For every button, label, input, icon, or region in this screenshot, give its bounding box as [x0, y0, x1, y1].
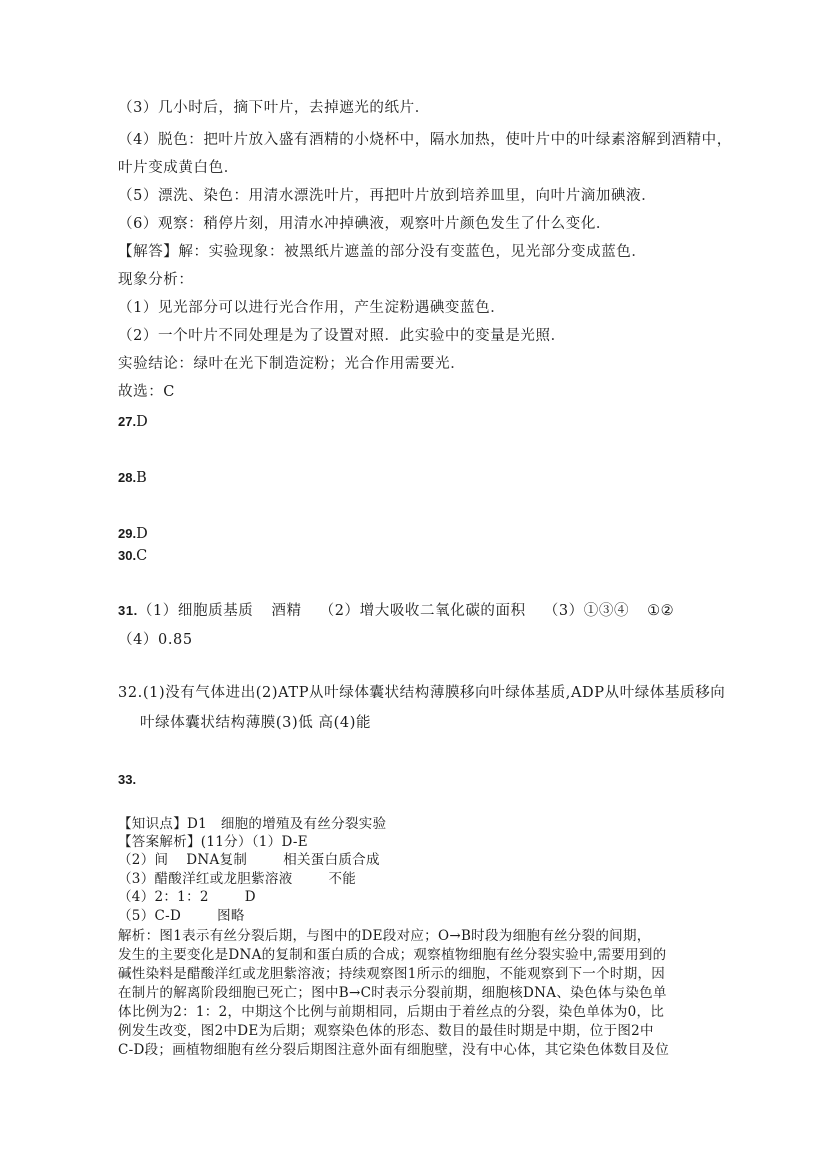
answer-cell: D: [244, 889, 256, 905]
answer-28: [118, 468, 147, 488]
answer-value: D: [136, 414, 148, 430]
text-line: （6）观察：稍停片刻，用清水冲掉碘液，观察叶片颜色发生了什么变化．: [118, 216, 612, 232]
text-line: 故选：C: [118, 384, 175, 400]
answer-31-line2: （4）0.85: [118, 632, 193, 648]
answer-value: C: [136, 548, 148, 564]
answer-value: D: [136, 526, 148, 542]
text-line: 实验结论：绿叶在光下制造淀粉；光合作用需要光．: [118, 356, 466, 372]
explanation-line: 解析：图1表示有丝分裂后期，与图中的DE段对应；O→B时段为细胞有丝分裂的间期，: [118, 928, 651, 944]
answer-part: （1）细胞质基质: [137, 603, 254, 619]
answer-cell: （4）2：1：2: [118, 889, 209, 905]
explanation-line: C-D段；画植物细胞有丝分裂后期图注意外面有细胞壁，没有中心体，其它染色体数目及位: [118, 1042, 670, 1058]
text-line: （1）见光部分可以进行光合作用，产生淀粉遇碘变蓝色．: [118, 300, 506, 316]
answer-row: [118, 907, 245, 925]
answer-value: B: [136, 470, 147, 486]
text-line: 叶片变成黄白色．: [118, 160, 239, 176]
answer-29: [118, 524, 148, 544]
question-number: 31.: [118, 603, 138, 618]
explanation-line: 发生的主要变化是DNA的复制和蛋白质的合成；观察植物细胞有丝分裂实验中,需要用到的: [118, 947, 667, 963]
answer-32-line2: 叶绿体囊状结构薄膜(3)低 高(4)能: [140, 715, 372, 731]
text-line: （4）脱色：把叶片放入盛有酒精的小烧杯中，隔水加热，使叶片中的叶绿素溶解到酒精中，: [118, 132, 732, 148]
text-line: （3）几小时后，摘下叶片，去掉遮光的纸片．: [118, 100, 430, 116]
answer-row: [118, 870, 356, 888]
answer-row: [118, 888, 256, 906]
text-line: 现象分析：: [118, 272, 194, 288]
explanation-line: 碱性染料是醋酸洋红或龙胆紫溶液；持续观察图1所示的细胞，不能观察到下一个时期，因: [118, 966, 666, 982]
answer-27: [118, 412, 148, 432]
answer-cell: （2）间: [118, 852, 169, 868]
text-line: （5）漂洗、染色：用清水漂洗叶片，再把叶片放到培养皿里，向叶片滴加碘液．: [118, 188, 657, 204]
answer-cell: 不能: [328, 871, 357, 887]
text-line: 【解答】解：实验现象：被黑纸片遮盖的部分没有变蓝色，见光部分变成蓝色．: [118, 244, 647, 260]
answer-32-line1: 32.(1)没有气体进出(2)ATP从叶绿体囊状结构薄膜移向叶绿体基质,ADP从叶绿体基质移向: [118, 685, 726, 701]
answer-part: （3）①③④: [543, 603, 630, 619]
explanation-line: 在制片的解离阶段细胞已死亡；图中B→C时表示分裂前期，细胞核DNA、染色体与染色单: [118, 985, 667, 1001]
question-number: 28.: [118, 470, 137, 485]
text-line: （2）一个叶片不同处理是为了设置对照．此实验中的变量是光照．: [118, 328, 566, 344]
answer-part: （2）增大吸收二氧化碳的面积: [319, 603, 526, 619]
question-number: 33.: [118, 772, 137, 787]
explanation-line: 例发生改变，图2中DE为后期；观察染色体的形态、数目的最佳时期是中期，位于图2中: [118, 1023, 654, 1039]
answer-part: 酒精: [271, 603, 302, 619]
question-number: 27.: [118, 414, 137, 429]
answer-heading: 【答案解析】(11分）（1）D-E: [118, 834, 308, 850]
answer-cell: 相关蛋白质合成: [283, 852, 380, 868]
explanation-line: 体比例为2：1：2，中期这个比例与前期相同，后期由于着丝点的分裂，染色单体为0，比: [118, 1004, 665, 1020]
answer-cell: （3）醋酸洋红或龙胆紫溶液: [118, 871, 293, 887]
answer-30: [118, 546, 147, 566]
answer-cell: 图略: [217, 908, 245, 924]
answer-cell: （5）C-D: [118, 908, 182, 924]
answer-cell: DNA复制: [186, 852, 248, 868]
answer-31-line1: [118, 601, 674, 621]
answer-part: ①②: [647, 603, 675, 619]
question-number: 30.: [118, 548, 137, 563]
answer-33: [118, 770, 136, 790]
answer-row: [118, 851, 380, 869]
knowledge-point: 【知识点】D1 细胞的增殖及有丝分裂实验: [118, 816, 387, 832]
question-number: 29.: [118, 526, 137, 541]
